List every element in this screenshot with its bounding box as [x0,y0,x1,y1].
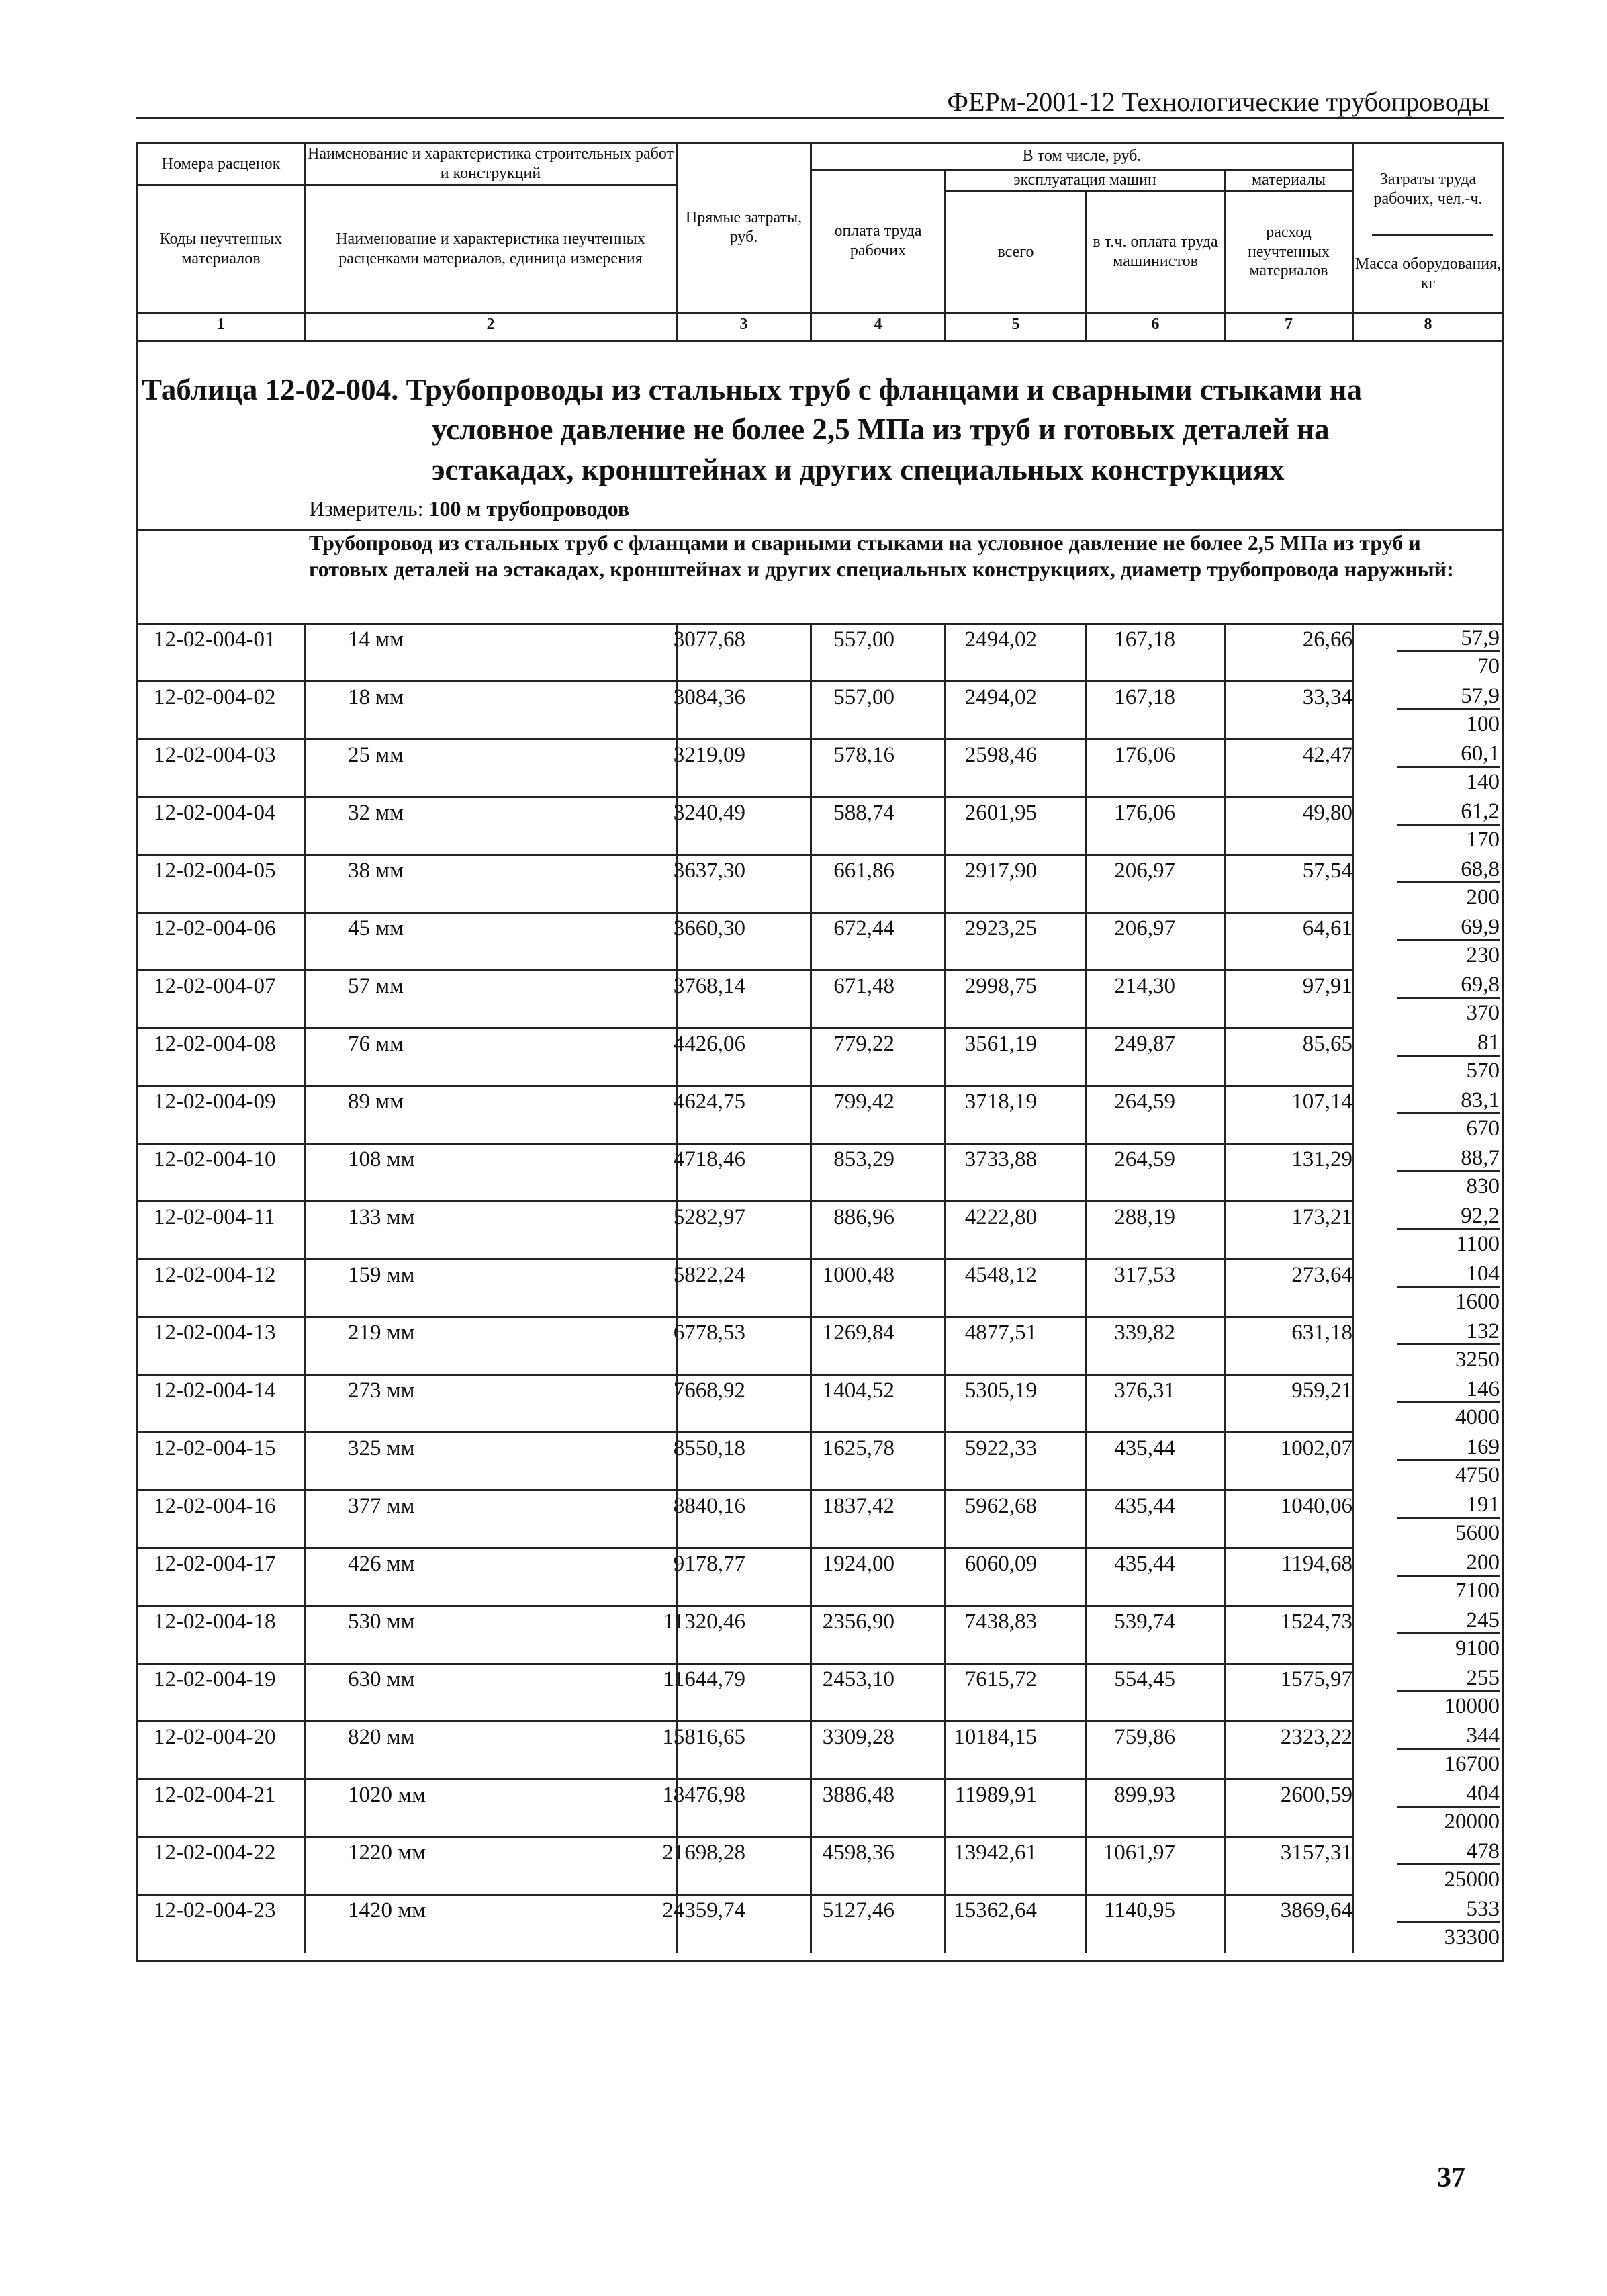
equipment-mass: 16700 [1444,1752,1500,1776]
pipe-diameter: 32 мм [348,801,404,825]
rate-code: 12-02-004-07 [154,974,276,998]
table-row [136,1838,1504,1896]
equipment-mass: 4750 [1455,1463,1500,1487]
machines-total: 2494,02 [964,627,1037,652]
labor-hours: 57,9 [1397,684,1500,710]
labor-pay: 1000,48 [822,1263,894,1287]
labor-pay: 886,96 [833,1205,894,1229]
materials-cost: 1575,97 [1280,1667,1352,1691]
table-title-line: условное давление не более 2,5 МПа из труб и готовых деталей на [432,412,1330,447]
operator-pay: 1061,97 [1103,1841,1175,1865]
labor-pay: 1269,84 [822,1321,894,1345]
hdr-labor-hours: Затраты труда рабочих, чел.-ч. [1373,170,1483,208]
labor-pay: 1404,52 [822,1378,894,1403]
operator-pay: 317,53 [1114,1263,1175,1287]
row-rule [136,738,1354,740]
hdr-equipment-mass: Масса оборудования, кг [1355,255,1502,292]
rate-code: 12-02-004-08 [154,1032,276,1056]
materials-cost: 1040,06 [1280,1494,1352,1518]
hdr-labor-pay: оплата труда рабочих [834,222,922,259]
table-row [136,740,1504,798]
meter-label: Измеритель: [309,496,424,521]
rate-code: 12-02-004-12 [154,1263,276,1287]
rate-code: 12-02-004-14 [154,1378,276,1403]
rate-code: 12-02-004-11 [154,1205,275,1229]
direct-costs: 15816,65 [662,1725,745,1749]
operator-pay: 214,30 [1114,974,1175,998]
equipment-mass: 1600 [1455,1290,1500,1314]
direct-costs: 4624,75 [673,1090,745,1114]
table-row [136,1318,1504,1376]
materials-cost: 3869,64 [1280,1898,1352,1923]
rate-code: 12-02-004-13 [154,1321,276,1345]
machines-total: 5305,19 [964,1378,1037,1403]
hdr-material-codes: Коды неучтенных материалов [159,230,283,267]
pipe-diameter: 377 мм [348,1494,415,1518]
rate-code: 12-02-004-18 [154,1609,276,1634]
labor-pay: 2356,90 [822,1609,894,1634]
labor-pay: 1924,00 [822,1552,894,1576]
machines-total: 4222,80 [964,1205,1037,1229]
operator-pay: 435,44 [1114,1494,1175,1518]
labor-hours: 533 [1397,1897,1500,1923]
materials-cost: 33,34 [1302,685,1352,709]
direct-costs: 8840,16 [673,1494,745,1518]
hdr-material-name: Наименование и характеристика неучтенных расценками материалов, единица измерения [336,230,645,267]
materials-cost: 49,80 [1302,801,1352,825]
rate-code: 12-02-004-23 [154,1898,276,1923]
equipment-mass: 670 [1466,1116,1500,1141]
equipment-mass: 9100 [1455,1636,1500,1661]
labor-pay: 5127,46 [822,1898,894,1923]
pipe-diameter: 57 мм [348,974,404,998]
hdr-rule-main [136,312,1504,314]
labor-hours: 69,9 [1397,915,1500,941]
materials-cost: 1002,07 [1280,1436,1352,1460]
table-row [136,1087,1504,1145]
pipe-diameter: 18 мм [348,685,404,709]
hdr-direct-costs: Прямые затраты, руб. [685,209,802,246]
row-rule [136,1258,1354,1260]
row-rule [136,796,1354,798]
labor-pay: 661,86 [833,858,894,883]
direct-costs: 3637,30 [673,858,745,883]
operator-pay: 264,59 [1114,1090,1175,1114]
hdr-materials: материалы [1251,171,1326,189]
row-rule [136,1836,1354,1838]
equipment-mass: 100 [1466,712,1500,736]
table-row [136,625,1504,682]
operator-pay: 539,74 [1114,1609,1175,1634]
labor-pay: 578,16 [833,743,894,767]
operator-pay: 167,18 [1114,627,1175,652]
body-column-separator [1224,623,1226,1953]
labor-pay: 2453,10 [822,1667,894,1691]
labor-hours: 169 [1397,1435,1500,1461]
row-rule [136,1778,1354,1780]
rate-code: 12-02-004-03 [154,743,276,767]
table-title-line: Таблица 12-02-004. Трубопроводы из стальных труб с фланцами и сварными стыками на [142,373,1362,406]
pipe-diameter: 426 мм [348,1552,415,1576]
rate-code: 12-02-004-05 [154,858,276,883]
rate-code: 12-02-004-19 [154,1667,276,1691]
table-row [136,1896,1504,1953]
row-rule [136,1431,1354,1433]
machines-total: 15362,64 [954,1898,1037,1923]
table-row [136,1549,1504,1607]
pipe-diameter: 14 мм [348,627,404,652]
direct-costs: 7668,92 [673,1378,745,1403]
rate-code: 12-02-004-22 [154,1841,276,1865]
direct-costs: 3660,30 [673,916,745,940]
row-rule [136,1374,1354,1376]
rate-code: 12-02-004-15 [154,1436,276,1460]
machines-total: 3718,19 [964,1090,1037,1114]
pipe-diameter: 38 мм [348,858,404,883]
materials-cost: 85,65 [1302,1032,1352,1056]
machines-total: 2923,25 [964,916,1037,940]
table-row [136,1260,1504,1318]
rate-code: 12-02-004-02 [154,685,276,709]
table-row [136,1722,1504,1780]
row-rule [136,1200,1354,1202]
machines-total: 2494,02 [964,685,1037,709]
materials-cost: 64,61 [1302,916,1352,940]
rates-table [136,142,1504,1962]
labor-hours: 61,2 [1397,799,1500,826]
materials-cost: 631,18 [1291,1321,1352,1345]
hdr-material-usage: расход неучтенных материалов [1248,223,1330,280]
hdr-work-name: Наименование и характеристика строительных работ и конструкций [308,145,674,182]
body-column-separator [676,623,678,1953]
direct-costs: 3768,14 [673,974,745,998]
labor-pay: 4598,36 [822,1841,894,1865]
row-rule [136,1489,1354,1491]
pipe-diameter: 530 мм [348,1609,415,1634]
col-number: 5 [1011,316,1020,333]
operator-pay: 339,82 [1114,1321,1175,1345]
pipe-diameter: 1420 мм [348,1898,426,1923]
equipment-mass: 830 [1466,1174,1500,1198]
materials-cost: 107,14 [1291,1090,1352,1114]
direct-costs: 6778,53 [673,1321,745,1345]
materials-cost: 959,21 [1291,1378,1352,1403]
labor-hours: 191 [1397,1493,1500,1519]
col-number: 2 [486,316,495,333]
body-column-separator [1352,623,1354,1953]
row-rule [136,1085,1354,1087]
table-row [136,1780,1504,1838]
operator-pay: 249,87 [1114,1032,1175,1056]
machines-total: 5922,33 [964,1436,1037,1460]
labor-hours: 81 [1397,1030,1500,1057]
labor-hours: 60,1 [1397,742,1500,768]
table-row [136,1029,1504,1087]
direct-costs: 11644,79 [663,1667,745,1691]
operator-pay: 376,31 [1114,1378,1175,1403]
pipe-diameter: 1020 мм [348,1783,426,1807]
machines-total: 2601,95 [964,801,1037,825]
pipe-diameter: 133 мм [348,1205,415,1229]
document-header [136,85,1504,119]
table-row [136,1145,1504,1202]
operator-pay: 206,97 [1114,858,1175,883]
row-rule [136,854,1354,856]
document-title: ФЕРм-2001-12 Технологические трубопроводы [947,87,1489,117]
table-row [136,914,1504,971]
labor-pay: 672,44 [833,916,894,940]
labor-hours: 69,8 [1397,973,1500,999]
hdr-rule-nums [136,340,1504,342]
equipment-mass: 4000 [1455,1405,1500,1429]
labor-hours: 88,7 [1397,1146,1500,1172]
machines-total: 10184,15 [954,1725,1037,1749]
hdr-including: В том числе, руб. [1022,147,1142,165]
labor-pay: 1837,42 [822,1494,894,1518]
row-rule [136,1663,1354,1665]
direct-costs: 18476,98 [662,1783,745,1807]
direct-costs: 11320,46 [663,1609,745,1634]
machines-total: 7615,72 [964,1667,1037,1691]
equipment-mass: 20000 [1444,1810,1500,1834]
rate-code: 12-02-004-01 [154,627,276,652]
direct-costs: 5282,97 [673,1205,745,1229]
materials-cost: 173,21 [1291,1205,1352,1229]
body-column-separator [304,623,306,1953]
labor-hours: 245 [1397,1608,1500,1634]
materials-cost: 273,64 [1291,1263,1352,1287]
pipe-diameter: 89 мм [348,1090,404,1114]
labor-hours: 57,9 [1397,626,1500,652]
pipe-diameter: 219 мм [348,1321,415,1345]
materials-cost: 57,54 [1302,858,1352,883]
col-number: 4 [874,316,882,333]
col-number: 7 [1285,316,1293,333]
equipment-mass: 3250 [1455,1348,1500,1372]
meter-value: 100 м трубопроводов [428,496,630,521]
table-row [136,1376,1504,1433]
table-row [136,1665,1504,1722]
labor-hours: 104 [1397,1262,1500,1288]
machines-total: 11989,91 [954,1783,1037,1807]
rate-code: 12-02-004-17 [154,1552,276,1576]
pipe-diameter: 25 мм [348,743,404,767]
body-column-separator [1085,623,1087,1953]
pipe-diameter: 273 мм [348,1378,415,1403]
machines-total: 2998,75 [964,974,1037,998]
equipment-mass: 200 [1466,885,1500,910]
labor-pay: 3886,48 [822,1783,894,1807]
row-rule [136,1143,1354,1145]
equipment-mass: 1100 [1456,1232,1500,1256]
labor-pay: 779,22 [833,1032,894,1056]
pipe-diameter: 159 мм [348,1263,415,1287]
row-rule [136,1547,1354,1549]
equipment-mass: 10000 [1444,1694,1500,1718]
rate-code: 12-02-004-16 [154,1494,276,1518]
row-rule [136,912,1354,914]
row-rule [136,1605,1354,1607]
pipe-diameter: 820 мм [348,1725,415,1749]
operator-pay: 176,06 [1114,743,1175,767]
labor-pay: 799,42 [833,1090,894,1114]
machines-total: 13942,61 [954,1841,1037,1865]
pipe-diameter: 76 мм [348,1032,404,1056]
row-rule [136,1316,1354,1318]
operator-pay: 264,59 [1114,1147,1175,1172]
col-number: 8 [1424,316,1432,333]
row-rule [136,969,1354,971]
labor-hours: 132 [1397,1319,1500,1345]
body-column-separator [810,623,812,1953]
table-row [136,1433,1504,1491]
labor-hours: 68,8 [1397,857,1500,883]
materials-cost: 2600,59 [1280,1783,1352,1807]
rate-code: 12-02-004-04 [154,801,276,825]
labor-pay: 557,00 [833,685,894,709]
direct-costs: 8550,18 [673,1436,745,1460]
labor-pay: 671,48 [833,974,894,998]
equipment-mass: 33300 [1444,1925,1500,1949]
labor-hours: 200 [1397,1550,1500,1577]
pipe-diameter: 1220 мм [348,1841,426,1865]
machines-total: 3561,19 [964,1032,1037,1056]
machines-total: 6060,09 [964,1552,1037,1576]
table-row [136,798,1504,856]
col-number: 3 [739,316,748,333]
operator-pay: 435,44 [1114,1552,1175,1576]
direct-costs: 4426,06 [673,1032,745,1056]
equipment-mass: 5600 [1455,1521,1500,1545]
labor-hours: 83,1 [1397,1088,1500,1114]
rate-code: 12-02-004-06 [154,916,276,940]
equipment-mass: 230 [1466,943,1500,967]
direct-costs: 3077,68 [673,627,745,652]
hdr-machines-total: всего [997,242,1034,261]
page-number: 37 [1437,2162,1465,2193]
direct-costs: 3084,36 [673,685,745,709]
direct-costs: 9178,77 [673,1552,745,1576]
direct-costs: 3240,49 [673,801,745,825]
operator-pay: 759,86 [1114,1725,1175,1749]
col-number: 1 [217,316,225,333]
labor-pay: 557,00 [833,627,894,652]
pipe-diameter: 325 мм [348,1436,415,1460]
direct-costs: 21698,28 [662,1841,745,1865]
row-rule [136,680,1354,682]
row-rule [136,1894,1354,1896]
machines-total: 7438,83 [964,1609,1037,1634]
labor-hours: 146 [1397,1377,1500,1403]
operator-pay: 206,97 [1114,916,1175,940]
hdr-rate-numbers: Номера расценок [161,154,281,173]
labor-pay: 1625,78 [822,1436,894,1460]
labor-hours: 344 [1397,1724,1500,1750]
equipment-mass: 370 [1466,1001,1500,1025]
labor-pay: 588,74 [833,801,894,825]
col-number: 6 [1151,316,1160,333]
operator-pay: 435,44 [1114,1436,1175,1460]
equipment-mass: 70 [1477,654,1500,678]
table-title-line: эстакадах, кронштейнах и других специальных конструкциях [432,452,1285,486]
labor-hours: 92,2 [1397,1204,1500,1230]
labor-hours: 478 [1397,1839,1500,1865]
materials-cost: 3157,31 [1280,1841,1352,1865]
operator-pay: 176,06 [1114,801,1175,825]
machines-total: 4548,12 [964,1263,1037,1287]
hdr-machines: эксплуатация машин [1013,171,1156,189]
materials-cost: 2323,22 [1280,1725,1352,1749]
labor-pay: 3309,28 [822,1725,894,1749]
row-rule [136,1720,1354,1722]
materials-cost: 26,66 [1302,627,1352,652]
machines-total: 2917,90 [964,858,1037,883]
direct-costs: 24359,74 [662,1898,745,1923]
table-row [136,971,1504,1029]
direct-costs: 5822,24 [673,1263,745,1287]
equipment-mass: 140 [1466,770,1500,794]
table-row [136,1491,1504,1549]
table-row [136,1202,1504,1260]
frame-bottom [136,1960,1504,1962]
rate-code: 12-02-004-20 [154,1725,276,1749]
equipment-mass: 570 [1466,1059,1500,1083]
materials-cost: 1524,73 [1280,1609,1352,1634]
materials-cost: 1194,68 [1281,1552,1352,1576]
table-description: Трубопровод из стальных труб с фланцами и сварными стыками на условное давление не более 2,5 МПа из труб и готовых деталей на эстакадах, кронштейнах и других специальных конструкциях, диаметр трубопровода наружный: [309,531,1454,582]
direct-costs: 4718,46 [673,1147,745,1172]
pipe-diameter: 630 мм [348,1667,415,1691]
operator-pay: 554,45 [1114,1667,1175,1691]
hdr-operator-pay: в т.ч. оплата труда машинистов [1093,233,1218,270]
labor-hours: 255 [1397,1666,1500,1692]
operator-pay: 1140,95 [1103,1898,1175,1923]
operator-pay: 167,18 [1114,685,1175,709]
labor-hours: 404 [1397,1781,1500,1808]
labor-pay: 853,29 [833,1147,894,1172]
table-row [136,682,1504,740]
table-row [136,856,1504,914]
equipment-mass: 170 [1466,828,1500,852]
machines-total: 3733,88 [964,1147,1037,1172]
rate-code: 12-02-004-10 [154,1147,276,1172]
pipe-diameter: 108 мм [348,1147,415,1172]
materials-cost: 131,29 [1291,1147,1352,1172]
machines-total: 4877,51 [964,1321,1037,1345]
rate-code: 12-02-004-21 [154,1783,276,1807]
machines-total: 5962,68 [964,1494,1037,1518]
meter [309,496,629,521]
body-column-separator [944,623,946,1953]
row-rule [136,1027,1354,1029]
pipe-diameter: 45 мм [348,916,404,940]
operator-pay: 899,93 [1114,1783,1175,1807]
rate-code: 12-02-004-09 [154,1090,276,1114]
table-title [142,370,1362,490]
materials-cost: 42,47 [1302,743,1352,767]
materials-cost: 97,91 [1302,974,1352,998]
equipment-mass: 25000 [1444,1867,1500,1892]
equipment-mass: 7100 [1455,1579,1500,1603]
table-row [136,1607,1504,1665]
operator-pay: 288,19 [1114,1205,1175,1229]
machines-total: 2598,46 [964,743,1037,767]
direct-costs: 3219,09 [673,743,745,767]
